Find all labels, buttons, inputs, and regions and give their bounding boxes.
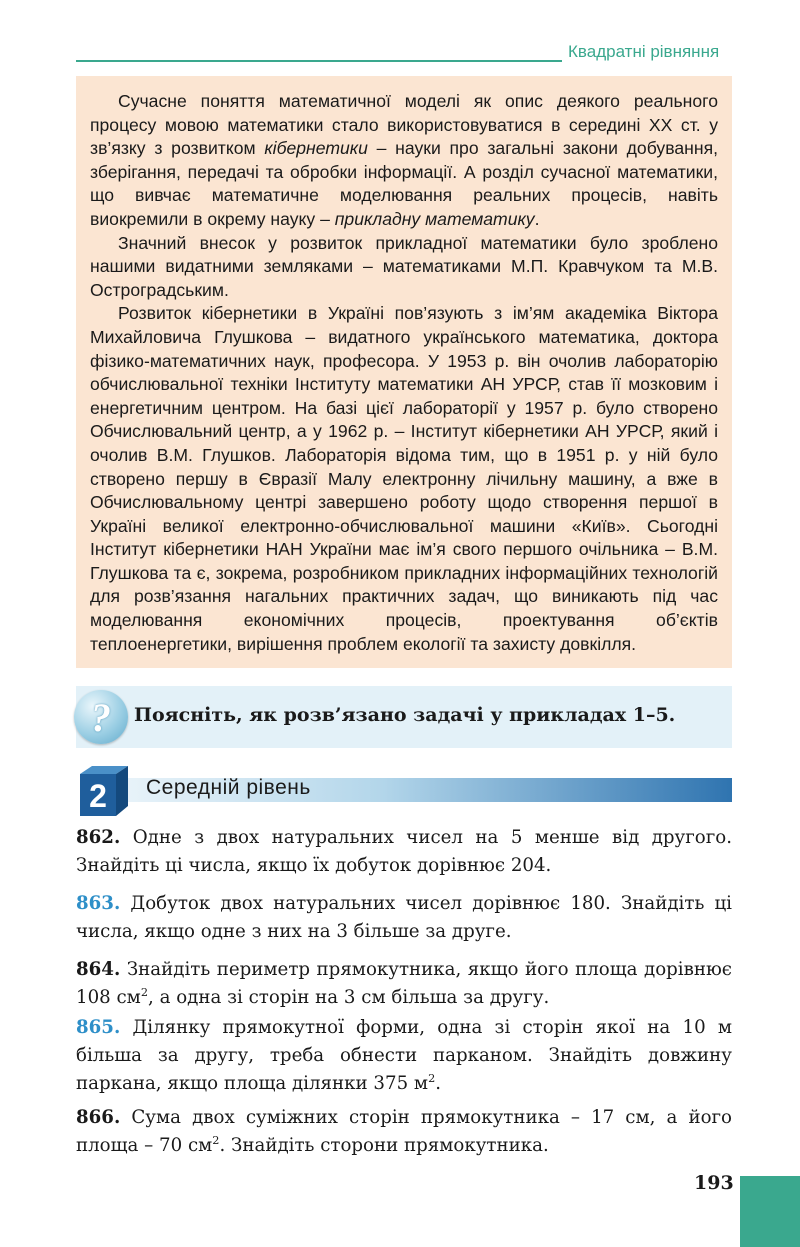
problem-864: 864. Знайдіть периметр прямокутника, якщо його площа дорівнює 108 $см^2$, а одна зі сторін на 3 см більша за другу. bbox=[76, 959, 732, 1008]
problem-number: 864. bbox=[76, 959, 121, 980]
problem-862: 862. Одне з двох натуральних чисел на 5 менше від другого. Знайдіть ці числа, якщо їх добуток дорівнює 204. bbox=[76, 827, 732, 876]
problem-number: 866. bbox=[76, 1107, 121, 1128]
term-applied-math: прикладну математику bbox=[334, 208, 535, 229]
problem-number: 863. bbox=[76, 893, 121, 914]
history-paragraph-1: Сучасне поняття математичної моделі як опис деякого реального процесу мовою математики стало використовуватися в середині XX ст. у зв’язку з розвитком кібернетики – науки про загальні закони добування, зберігання, передачі та обробки інформації. А розділ сучасної математики, що вивчає математичне моделювання реальних процесів, навіть виокремили в окрему науку – прикладну математику. bbox=[90, 91, 718, 229]
question-mark-icon: ? bbox=[74, 690, 128, 744]
history-note bbox=[76, 76, 732, 668]
problem-865: 865. Ділянку прямокутної форми, одна зі сторін якої на 10 м більша за другу, треба обнести парканом. Знайдіть довжину паркана, якщо площа ділянки 375 $м^2$. bbox=[76, 1017, 732, 1094]
question-text: Поясніть, як розв’язано задачі у прикладах 1–5. bbox=[134, 704, 676, 726]
history-paragraph-3: Розвиток кібернетики в Україні пов’язують з ім’ям академіка Віктора Михайловича Глушкова – видатного українського математика, доктора фізико-математичних наук, професора. У 1953 р. він очолив лабораторію обчислювальної техніки Інституту математики АН УРСР, став її мозковим і енергетичним центром. На базі цієї лабораторії у 1957 р. було створено Обчислювальний центр, а у 1962 р. – Інститут кібернетики АН УРСР, який і очолив В.М. Глушков. Лабораторія відома тим, що в 1951 р. у ній було створено першу в Євразії Малу електронну лічильну машину, а вже в Обчислювальному центрі завершено роботу щодо створення першої в Україні великої електронно-обчислювальної машини «Київ». Сьогодні Інститут кібернетики НАН України має ім’я свого першого очільника – В.М. Глушкова та є, зокрема, розробником прикладних інформаційних технологій для розв’язання нагальних практичних задач, що виникають під час моделювання економічних процесів, проектування об’єктів теплоенергетики, вирішення проблем екології та захисту довкілля. bbox=[90, 303, 718, 654]
level-title: Середній рівень bbox=[146, 776, 311, 799]
page-tab bbox=[740, 1176, 800, 1247]
page-number: 193 bbox=[694, 1172, 734, 1194]
problem-number: 862. bbox=[76, 827, 121, 848]
level-number: 2 bbox=[89, 778, 107, 814]
term-cybernetics: кібернетики bbox=[264, 138, 368, 159]
header-rule bbox=[76, 60, 562, 62]
problem-866: 866. Сума двох суміжних сторін прямокутника – 17 см, а його площа – 70 $см^2$. Знайдіть сторони прямокутника. bbox=[76, 1107, 732, 1156]
level-cube-icon bbox=[76, 764, 130, 818]
problem-863: 863. Добуток двох натуральних чисел дорівнює 180. Знайдіть ці числа, якщо одне з них на 3 більше за друге. bbox=[76, 893, 732, 942]
problem-number: 865. bbox=[76, 1017, 121, 1038]
history-paragraph-2: Значний внесок у розвиток прикладної математики було зроблено нашими видатними земляками – математиками М.П. Кравчуком та М.В. Остроградським. bbox=[90, 232, 718, 300]
chapter-title: Квадратні рівняння bbox=[568, 42, 720, 61]
